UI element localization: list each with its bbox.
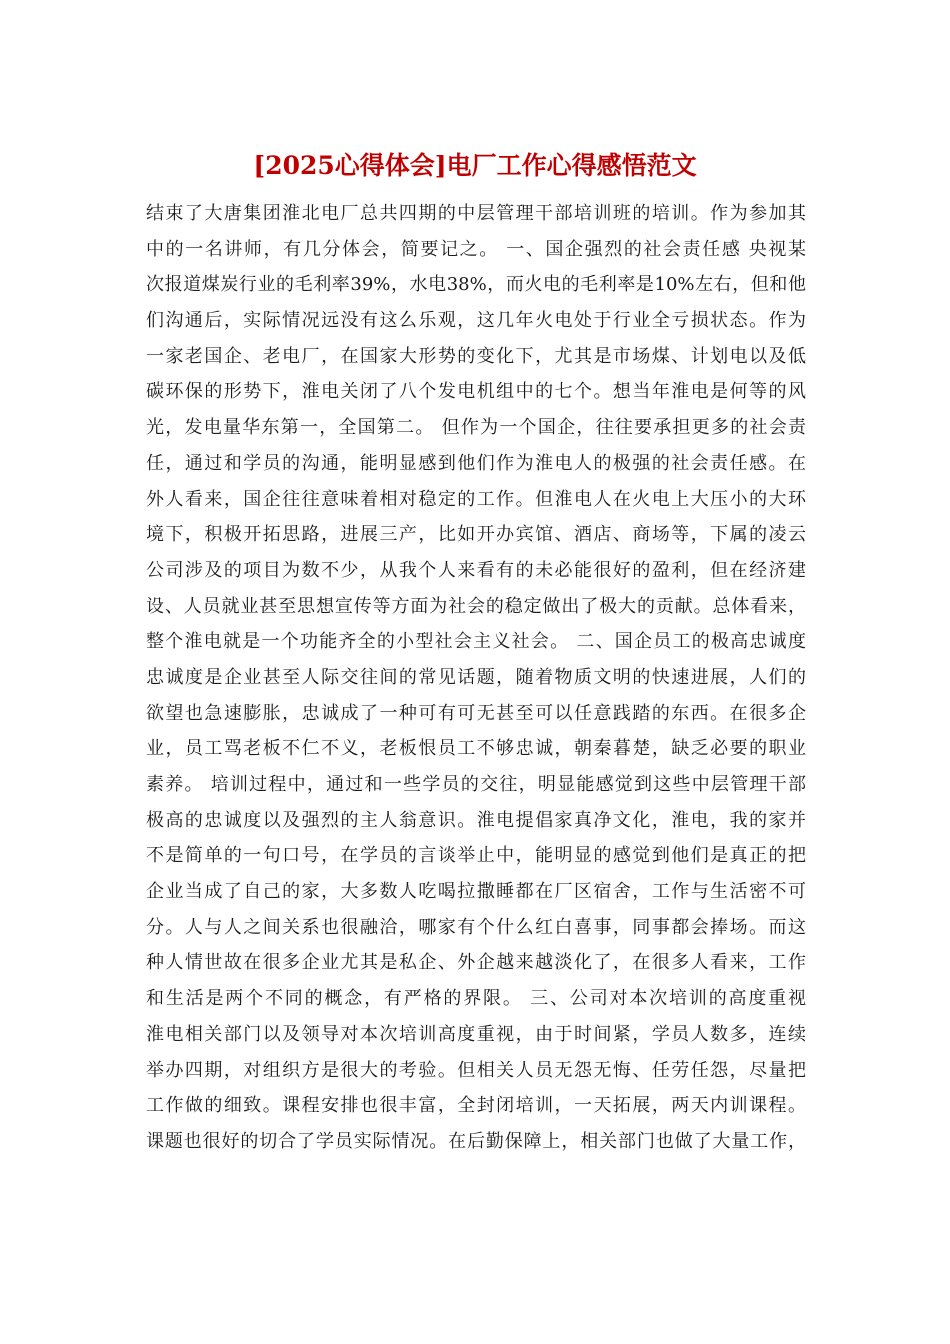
body-line: 们沟通后，实际情况远没有这么乐观，这几年火电处于行业全亏损状态。作为	[146, 310, 806, 332]
body-line: 设、人员就业甚至思想宣传等方面为社会的稳定做出了极大的贡献。总体看来，	[146, 595, 806, 617]
body-line: 光，发电量华东第一，全国第二。 但作为一个国企，往往要承担更多的社会责	[146, 417, 806, 439]
document-title: [2025心得体会]电厂工作心得感悟范文	[253, 151, 697, 180]
body-line: 任，通过和学员的沟通，能明显感到他们作为淮电人的极强的社会责任感。在	[146, 452, 806, 474]
body-line: 整个淮电就是一个功能齐全的小型社会主义社会。 二、国企员工的极高忠诚度	[146, 631, 806, 653]
body-line: 工作做的细致。课程安排也很丰富，全封闭培训，一天拓展，两天内训课程。	[146, 1095, 806, 1117]
body-line: 分。人与人之间关系也很融洽，哪家有个什么红白喜事，同事都会捧场。而这	[146, 916, 806, 938]
body-line: 中的一名讲师，有几分体会，简要记之。 一、国企强烈的社会责任感 央视某	[146, 238, 806, 260]
body-line: 一家老国企、老电厂，在国家大形势的变化下，尤其是市场煤、计划电以及低	[146, 345, 806, 367]
body-line: 种人情世故在很多企业尤其是私企、外企越来越淡化了，在很多人看来，工作	[146, 952, 806, 974]
body-line: 结束了大唐集团淮北电厂总共四期的中层管理干部培训班的培训。作为参加其	[146, 203, 806, 224]
body-line: 境下，积极开拓思路，进展三产，比如开办宾馆、酒店、商场等，下属的凌云	[146, 524, 806, 546]
document-body	[146, 196, 806, 1160]
body-line: 忠诚度是企业甚至人际交往间的常见话题，随着物质文明的快速进展，人们的	[146, 666, 806, 688]
body-line: 不是简单的一句口号，在学员的言谈举止中，能明显的感觉到他们是真正的把	[146, 845, 806, 867]
body-line: 举办四期，对组织方是很大的考验。但相关人员无怨无悔、任劳任怨，尽量把	[146, 1059, 806, 1081]
body-line: 次报道煤炭行业的毛利率39%，水电38%，而火电的毛利率是10%左右，但和他	[146, 274, 806, 296]
body-line: 和生活是两个不同的概念，有严格的界限。 三、公司对本次培训的高度重视	[146, 988, 806, 1010]
body-line: 欲望也急速膨胀，忠诚成了一种可有可无甚至可以任意践踏的东西。在很多企	[146, 702, 806, 724]
body-line: 业，员工骂老板不仁不义，老板恨员工不够忠诚，朝秦暮楚，缺乏必要的职业	[146, 738, 806, 760]
body-line: 淮电相关部门以及领导对本次培训高度重视，由于时间紧，学员人数多，连续	[146, 1023, 806, 1045]
body-line: 极高的忠诚度以及强烈的主人翁意识。淮电提倡家真净文化，淮电，我的家并	[146, 809, 806, 831]
body-line: 外人看来，国企往往意味着相对稳定的工作。但淮电人在火电上大压小的大环	[146, 488, 806, 510]
body-line: 碳环保的形势下，淮电关闭了八个发电机组中的七个。想当年淮电是何等的风	[146, 381, 806, 403]
body-line: 课题也很好的切合了学员实际情况。在后勤保障上，相关部门也做了大量工作，	[146, 1130, 806, 1152]
body-line: 素养。 培训过程中，通过和一些学员的交往，明显能感觉到这些中层管理干部	[146, 774, 806, 795]
body-line: 企业当成了自己的家，大多数人吃喝拉撒睡都在厂区宿舍，工作与生活密不可	[146, 881, 806, 903]
body-line: 公司涉及的项目为数不少，从我个人来看有的未必能很好的盈利，但在经济建	[146, 559, 806, 581]
